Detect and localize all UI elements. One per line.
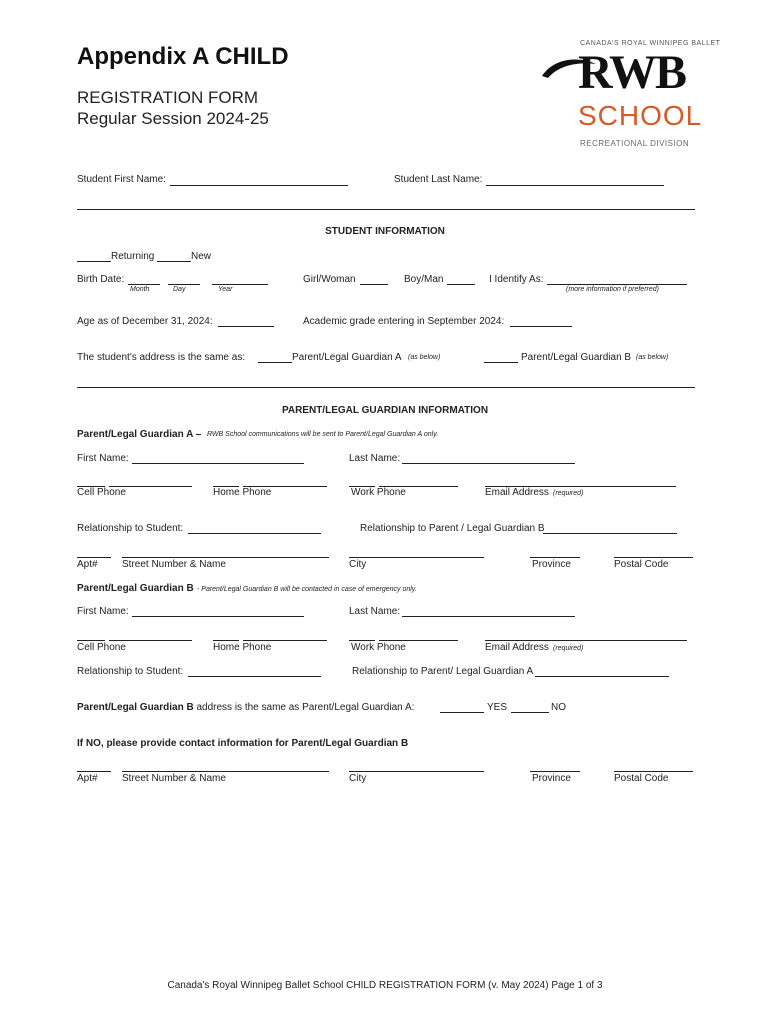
guardian-a-work-label: Work Phone bbox=[351, 487, 406, 498]
yes-label: YES bbox=[487, 702, 508, 713]
no-field[interactable] bbox=[511, 712, 549, 713]
grade-field[interactable] bbox=[510, 326, 572, 327]
identify-as-field[interactable] bbox=[547, 284, 687, 285]
guardian-b-address-question bbox=[77, 702, 414, 713]
guardian-b-last-name-field[interactable] bbox=[402, 616, 575, 617]
form-session: Regular Session 2024-25 bbox=[77, 109, 269, 128]
age-field[interactable] bbox=[218, 326, 274, 327]
divider bbox=[77, 209, 695, 210]
guardian-a-relationship-student-field[interactable] bbox=[188, 533, 321, 534]
if-no-instruction: If NO, please provide contact information for Parent/Legal Guardian B bbox=[77, 738, 409, 749]
returning-field[interactable] bbox=[77, 261, 111, 262]
student-first-name-label: Student First Name: bbox=[77, 174, 166, 185]
guardian-b-relationship-student-label: Relationship to Student: bbox=[77, 666, 184, 677]
guardian-b-first-name-field[interactable] bbox=[132, 616, 304, 617]
guardian-b-home-label: Home Phone bbox=[213, 642, 272, 653]
grade-label: Academic grade entering in September 2024: bbox=[303, 316, 505, 327]
guardian-b-cell-area-field[interactable] bbox=[77, 640, 105, 641]
guardian-b-street-label: Street Number & Name bbox=[122, 773, 226, 784]
guardian-b-cell-label: Cell Phone bbox=[77, 642, 126, 653]
guardian-b-apt-field[interactable] bbox=[77, 771, 111, 772]
guardian-b-address-title: Parent/Legal Guardian B bbox=[77, 702, 194, 713]
form-subtitle: REGISTRATION FORM bbox=[77, 88, 259, 107]
guardian-a-last-name-label: Last Name: bbox=[349, 453, 401, 464]
logo-school: SCHOOL bbox=[578, 100, 703, 131]
girl-woman-field[interactable] bbox=[360, 284, 388, 285]
guardian-a-relationship-b-label: Relationship to Parent / Legal Guardian B bbox=[360, 523, 545, 534]
guardian-a-relationship-b-field[interactable] bbox=[543, 533, 677, 534]
guardian-a-province-label: Province bbox=[532, 559, 571, 570]
guardian-a-first-name-field[interactable] bbox=[132, 463, 304, 464]
guardian-a-home-label: Home Phone bbox=[213, 487, 272, 498]
guardian-b-city-field[interactable] bbox=[349, 771, 484, 772]
guardian-a-city-field[interactable] bbox=[349, 557, 484, 558]
birth-day-field[interactable] bbox=[168, 284, 200, 285]
student-info-heading: STUDENT INFORMATION bbox=[325, 226, 445, 237]
guardian-b-option: Parent/Legal Guardian B bbox=[521, 352, 632, 363]
logo-brand: RWB bbox=[578, 46, 685, 99]
form-title: Appendix A CHILD bbox=[77, 43, 289, 70]
guardian-a-email-required: (required) bbox=[553, 490, 584, 497]
yes-field[interactable] bbox=[440, 712, 484, 713]
guardian-b-home-field[interactable] bbox=[243, 640, 327, 641]
month-caption: Month bbox=[130, 286, 150, 293]
guardian-b-apt-label: Apt# bbox=[77, 773, 98, 784]
guardian-b-postal-field[interactable] bbox=[614, 771, 693, 772]
guardian-a-option: Parent/Legal Guardian A bbox=[292, 352, 402, 363]
new-field[interactable] bbox=[157, 261, 191, 262]
student-last-name-field[interactable] bbox=[486, 185, 664, 186]
guardian-a-city-label: City bbox=[349, 559, 367, 570]
divider bbox=[77, 387, 695, 388]
address-same-b-field[interactable] bbox=[484, 362, 518, 363]
guardian-a-street-label: Street Number & Name bbox=[122, 559, 226, 570]
year-caption: Year bbox=[218, 286, 233, 293]
guardian-a-email-label: Email Address bbox=[485, 487, 549, 498]
guardian-b-province-label: Province bbox=[532, 773, 571, 784]
as-below-a: (as below) bbox=[408, 354, 441, 361]
guardian-b-work-area-field[interactable] bbox=[349, 640, 375, 641]
guardian-a-apt-label: Apt# bbox=[77, 559, 98, 570]
guardian-b-cell-field[interactable] bbox=[109, 640, 192, 641]
guardian-b-city-label: City bbox=[349, 773, 367, 784]
guardian-b-note: - Parent/Legal Guardian B will be contacted in case of emergency only. bbox=[197, 586, 417, 593]
age-label: Age as of December 31, 2024: bbox=[77, 316, 213, 327]
logo-division: RECREATIONAL DIVISION bbox=[580, 139, 690, 148]
guardian-b-title: Parent/Legal Guardian B bbox=[77, 583, 194, 594]
guardian-a-postal-label: Postal Code bbox=[614, 559, 669, 570]
guardian-b-relationship-a-label: Relationship to Parent/ Legal Guardian A bbox=[352, 666, 534, 677]
identify-note: (more information if preferred) bbox=[566, 286, 659, 293]
guardian-b-first-name-label: First Name: bbox=[77, 606, 129, 617]
address-same-a-field[interactable] bbox=[258, 362, 292, 363]
returning-label: Returning bbox=[111, 251, 155, 262]
guardian-a-postal-field[interactable] bbox=[614, 557, 693, 558]
guardian-a-title: Parent/Legal Guardian A – bbox=[77, 429, 202, 440]
guardian-a-relationship-student-label: Relationship to Student: bbox=[77, 523, 184, 534]
guardian-a-province-field[interactable] bbox=[530, 557, 580, 558]
birth-month-field[interactable] bbox=[128, 284, 160, 285]
guardian-b-work-field[interactable] bbox=[379, 640, 458, 641]
guardian-a-first-name-label: First Name: bbox=[77, 453, 129, 464]
boy-man-label: Boy/Man bbox=[404, 274, 444, 285]
guardian-a-note: RWB School communications will be sent to Parent/Legal Guardian A only. bbox=[207, 431, 439, 438]
day-caption: Day bbox=[173, 286, 186, 293]
as-below-b: (as below) bbox=[636, 354, 669, 361]
birth-date-label: Birth Date: bbox=[77, 274, 125, 285]
birth-year-field[interactable] bbox=[212, 284, 268, 285]
new-label: New bbox=[191, 251, 212, 262]
student-last-name-label: Student Last Name: bbox=[394, 174, 483, 185]
girl-woman-label: Girl/Woman bbox=[303, 274, 356, 285]
guardian-b-address-text: address is the same as Parent/Legal Guardian A: bbox=[196, 702, 415, 713]
guardian-b-last-name-label: Last Name: bbox=[349, 606, 401, 617]
guardian-b-relationship-student-field[interactable] bbox=[188, 676, 321, 677]
guardian-b-relationship-a-field[interactable] bbox=[535, 676, 669, 677]
no-label: NO bbox=[551, 702, 566, 713]
boy-man-field[interactable] bbox=[447, 284, 475, 285]
guardian-a-cell-label: Cell Phone bbox=[77, 487, 126, 498]
guardian-b-email-required: (required) bbox=[553, 645, 584, 652]
page-footer: Canada's Royal Winnipeg Ballet School CHILD REGISTRATION FORM (v. May 2024) Page 1 of 3 bbox=[167, 980, 603, 991]
guardian-a-last-name-field[interactable] bbox=[402, 463, 575, 464]
guardian-b-email-label: Email Address bbox=[485, 642, 549, 653]
guardian-b-home-area-field[interactable] bbox=[213, 640, 239, 641]
guardian-b-work-label: Work Phone bbox=[351, 642, 406, 653]
guardian-b-province-field[interactable] bbox=[530, 771, 580, 772]
identify-as-label: I Identify As: bbox=[489, 274, 544, 285]
guardian-a-apt-field[interactable] bbox=[77, 557, 111, 558]
guardian-a-street-field[interactable] bbox=[122, 557, 329, 558]
guardian-info-heading: PARENT/LEGAL GUARDIAN INFORMATION bbox=[281, 405, 489, 416]
student-first-name-field[interactable] bbox=[170, 185, 348, 186]
guardian-b-street-field[interactable] bbox=[122, 771, 329, 772]
guardian-b-email-field[interactable] bbox=[485, 640, 687, 641]
address-same-label: The student's address is the same as: bbox=[77, 352, 246, 363]
guardian-b-postal-label: Postal Code bbox=[614, 773, 669, 784]
logo-top-text: CANADA'S ROYAL WINNIPEG BALLET bbox=[580, 40, 721, 47]
